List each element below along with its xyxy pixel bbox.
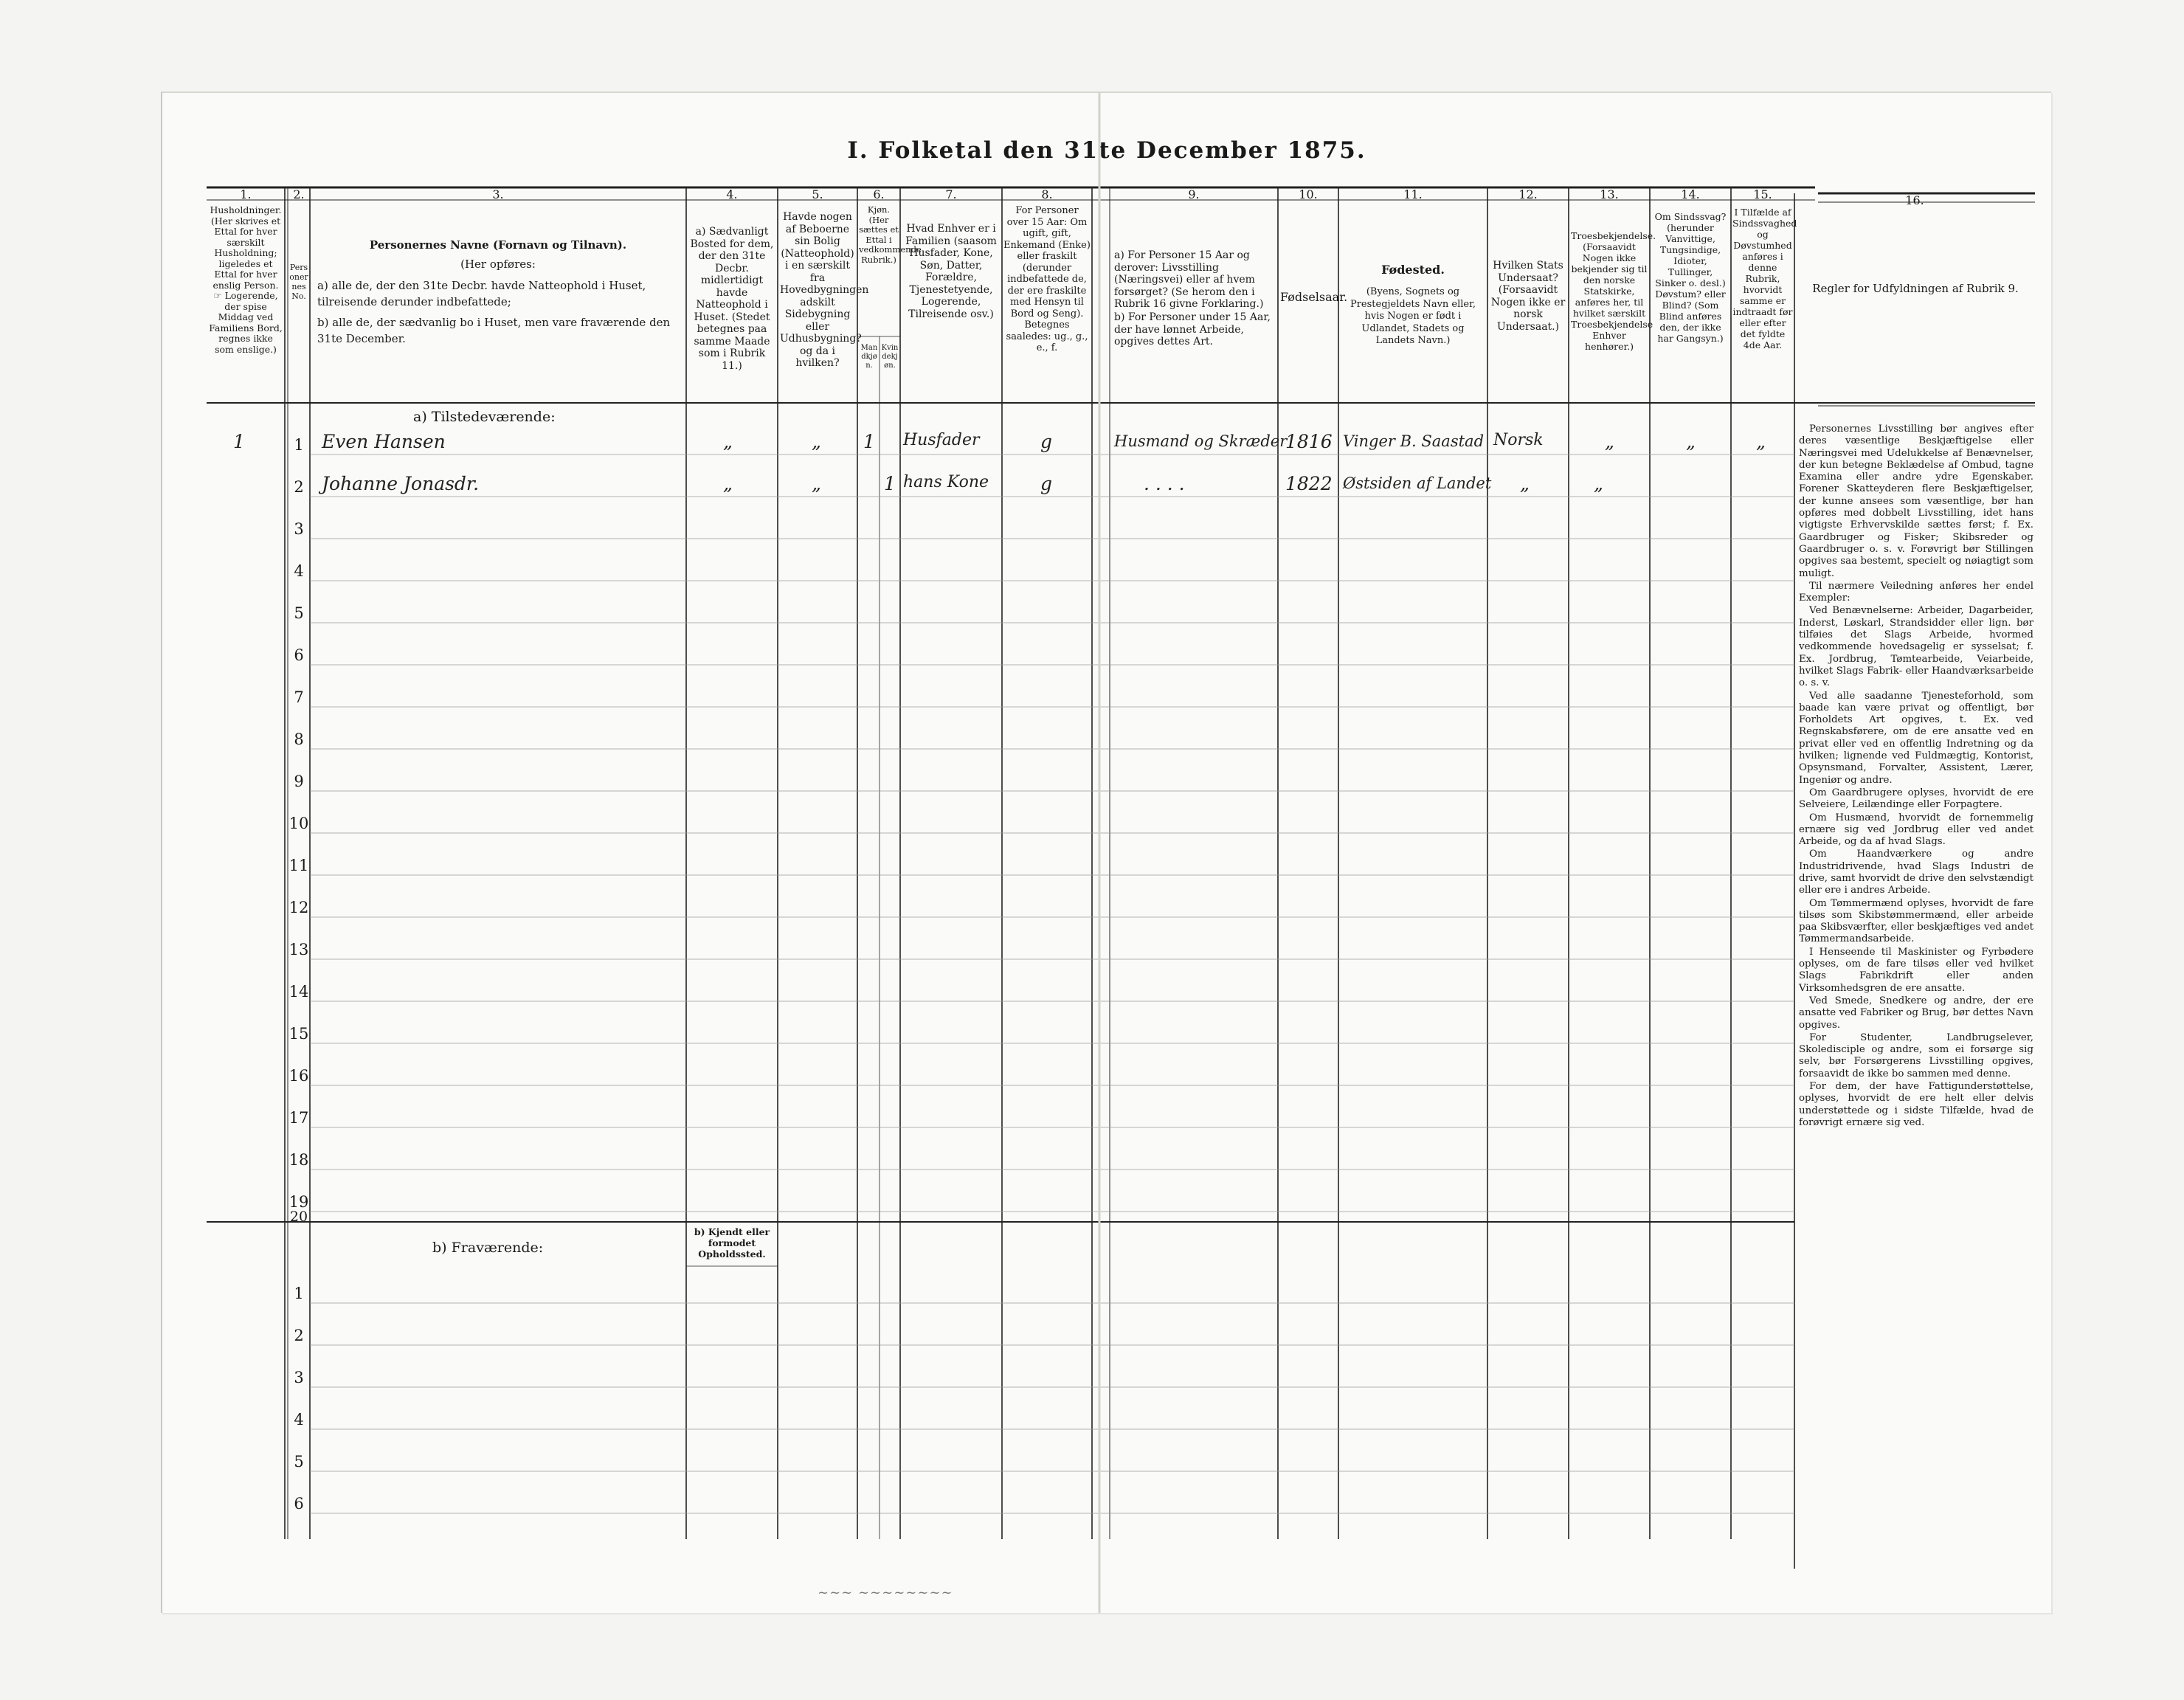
header-marital-status: For Personer over 15 Aar: Om ugift, gift, Enkemand (Enke) eller fraskilt (derunder indbefattede de, der ere fraskilte med Hensyn til Bord og Seng). Betegnes saaledes: ug., g., e., f. xyxy=(1003,205,1091,353)
entry-1-marital: g xyxy=(1040,431,1053,452)
rules-paragraph: For Studenter, Landbrugselever, Skoledisciple og andre, som ei forsørge sig selv, bør Forsørgerens Livsstilling opgives, forsaavidt de ikke bo sammen med denne. xyxy=(1799,1032,2033,1079)
entry-2-female: 1 xyxy=(884,473,896,494)
header-occupation-a: a) For Personer 15 Aar og derover: Livsstilling (Næringsvei) eller af hvem forsørget? (Se herom den i Rubrik 16 givne Forklaring.) xyxy=(1114,249,1264,310)
header-side-building: Havde nogen af Beboerne sin Bolig (Natteophold) i en særskilt fra Hovedbygningen adskilt Sidebygning eller Udhusbygning? og da i hvilken? xyxy=(780,211,869,369)
rules-paragraph: Ved alle saadanne Tjenesteforhold, som baade kan være privat og offentligt, bør Forholdets Art opgives, t. Ex. ved Regnskabsførere, om de ere ansatte ved en privat eller ved en offentlig Indretning og da hvilken; lignende ved Fuldmægtig, Kontorist, Opsynsmand, Forvalter, Assistent, Lærer, Ingeniør og andre. xyxy=(1799,690,2033,786)
header-names-b: b) alle de, der sædvanlig bo i Huset, men vare fraværende den 31te December. xyxy=(317,316,671,345)
col-num-7: 7. xyxy=(945,187,957,201)
entry-1-faith: „ xyxy=(1605,431,1614,452)
row-num-18: 18 xyxy=(288,1151,309,1169)
header-occupation-b: b) For Personer under 15 Aar, der have lønnet Arbeide, opgives dettes Art. xyxy=(1114,311,1271,348)
header-family-role: Hvad Enhver er i Familien (saasom Husfader, Kone, Søn, Datter, Forældre, Tjenestetyende, Logerende, Tilreisende osv.) xyxy=(905,223,997,320)
census-form-page xyxy=(161,91,2051,1613)
entry-2-marital: g xyxy=(1040,473,1053,494)
row-num-3: 3 xyxy=(294,520,304,538)
header-names-a: a) alle de, der den 31te Decbr. havde Natteophold i Huset, tilreisende derunder indbefattede; xyxy=(317,279,646,308)
entry-1-occupation: Husmand og Skræder xyxy=(1114,432,1288,450)
page-title: I. Folketal den 31te December 1875. xyxy=(847,137,1366,164)
entry-1-nationality: Norsk xyxy=(1493,431,1544,449)
col-num-11: 11. xyxy=(1403,187,1423,201)
entry-1-sidebuilding: „ xyxy=(812,431,821,452)
entry-2-birth-year: 1822 xyxy=(1285,473,1333,494)
col-num-5: 5. xyxy=(812,187,823,201)
entry-2-name: Johanne Jonasdr. xyxy=(322,473,480,494)
header-names-sub: (Her opføres: xyxy=(460,258,536,271)
absent-row-num-2: 2 xyxy=(294,1327,304,1344)
section-absent: b) Fraværende: xyxy=(432,1240,544,1256)
col-num-13: 13. xyxy=(1600,187,1619,201)
header-birthplace-sub: (Byens, Sognets og Prestegjeldets Navn eller, hvis Nogen er født i Udlandet, Stadets og Landets Navn.) xyxy=(1350,286,1476,346)
header-birthplace: Fødested. xyxy=(1381,263,1445,277)
header-sex-male: Mandkjøn. xyxy=(860,344,878,370)
entry-2-role: hans Kone xyxy=(903,473,989,491)
entry-2-birthplace: Østsiden af Landet xyxy=(1343,474,1492,492)
entry-1-name: Even Hansen xyxy=(322,431,446,452)
rules-paragraph: Ved Benævnelserne: Arbeider, Dagarbeider, Inderst, Løskarl, Strandsidder eller lign. bør tilføies det Slags Arbeide, hvormed vedkommende hovedsagelig er sysselsat; f. Ex. Jordbrug, Tømtearbeide, Veiarbeide, hvilket Slags Fabrik- eller Haandværksarbeide o. s. v. xyxy=(1799,605,2033,689)
header-names-title: Personernes Navne (Fornavn og Tilnavn). xyxy=(369,238,627,252)
row-num-20: 20 xyxy=(289,1209,308,1225)
rules-paragraph: Personernes Livsstilling bør angives efter deres væsentlige Beskjæftigelse eller Næringsvei med Udelukkelse af Benævnelser, der kun betegne Beklædelse af Ombud, tagne Examina eller andre ydre Egenskaber. Forener Skatteyderen flere Beskjæftigelser, der kunne ansees som væsentlige, bør han opføres med dobbelt Livsstilling, idet hans vigtigste Erhvervskilde sættes først; f. Ex. Gaardbruger og Fisker; Skibsreder og Gaardbruger o. s. v. Forøvrigt bør Stillingen opgives saa bestemt, specielt og nøiagtigt som muligt. xyxy=(1799,424,2033,579)
col-num-15: 15. xyxy=(1753,187,1772,201)
header-birth-year: Fødselsaar. xyxy=(1280,290,1348,304)
entry-2-faith: „ xyxy=(1594,473,1603,494)
row-num-2: 2 xyxy=(294,478,304,496)
row-num-4: 4 xyxy=(294,562,304,580)
absent-row-num-5: 5 xyxy=(294,1453,304,1471)
row-num-13: 13 xyxy=(288,941,309,958)
absent-row-num-1: 1 xyxy=(294,1285,304,1302)
absent-row-num-4: 4 xyxy=(294,1411,304,1428)
section-present: a) Tilstedeværende: xyxy=(413,409,556,425)
entry-1-birth-year: 1816 xyxy=(1285,431,1333,452)
entry-1-residence: „ xyxy=(723,431,733,452)
rules-paragraph: For dem, der have Fattigunderstøttelse, oplyses, hvorvidt de ere helt eller delvis understøttede og i sidste Tilfælde, hvad de forøvrigt ernære sig ved. xyxy=(1799,1081,2033,1128)
entry-1-disability: „ xyxy=(1686,431,1696,452)
row-num-10: 10 xyxy=(288,815,309,832)
absent-row-num-6: 6 xyxy=(294,1495,304,1513)
row-num-15: 15 xyxy=(288,1025,309,1043)
col-num-12: 12. xyxy=(1518,187,1538,201)
row-num-9: 9 xyxy=(294,773,304,790)
entry-2-sidebuilding: „ xyxy=(812,473,821,494)
col-num-9: 9. xyxy=(1188,187,1200,201)
header-usual-residence: a) Sædvanligt Bosted for dem, der den 31te Decbr. midlertidigt havde Natteophold i Huset. (Stedet betegnes paa samme Maade som i Rubrik 11.) xyxy=(690,226,774,372)
col-num-1: 1. xyxy=(240,187,252,201)
col-num-14: 14. xyxy=(1681,187,1700,201)
header-nationality: Hvilken Stats Undersaat? (Forsaavidt Nogen ikke er norsk Undersaat.) xyxy=(1490,260,1566,333)
header-person-no: Personernes No. xyxy=(289,263,308,301)
col-num-6: 6. xyxy=(873,187,885,201)
entry-2-nationality: „ xyxy=(1520,473,1530,494)
row-num-5: 5 xyxy=(294,604,304,622)
header-disability-onset: I Tilfælde af Sindssvaghed og Døvstumhed anføres i denne Rubrik, hvorvidt samme er indtraadt før eller efter det fyldte 4de Aar. xyxy=(1732,207,1797,350)
header-sex-female: Kvindekjøn. xyxy=(881,344,899,370)
header-disability: Om Sindssvag? (herunder Vanvittige, Tungsindige, Idioter, Tullinger, Sinker o. desl.) Døvstum? eller Blind? (Som Blind anføres den, der ikke har Gangsyn.) xyxy=(1654,211,1727,344)
row-num-11: 11 xyxy=(288,857,309,874)
entry-2-ditto: . . . . xyxy=(1144,473,1185,494)
rules-paragraph: Om Gaardbrugere oplyses, hvorvidt de ere Selveiere, Leilændinge eller Forpagtere. xyxy=(1799,787,2033,811)
rules-paragraph: I Henseende til Maskinister og Fyrbødere oplyses, om de fare tilsøs eller ved hvilket Slags Fabrikdrift eller anden Virksomhedsgren de ere ansatte. xyxy=(1799,946,2033,994)
row-num-7: 7 xyxy=(294,688,304,706)
row-num-16: 16 xyxy=(288,1067,309,1085)
rules-paragraph: Ved Smede, Snedkere og andre, der ere ansatte ved Fabriker og Brug, bør dettes Navn opgives. xyxy=(1799,995,2033,1031)
footer-mark: ~~~ ~~~~~~~~ xyxy=(818,1585,953,1600)
header-sex: Kjøn. (Her sættes et Ettal i vedkommende Rubrik.) xyxy=(859,204,922,265)
row-num-19: 19 xyxy=(288,1193,309,1211)
absent-location-label: b) Kjendt eller formodet Opholdssted. xyxy=(694,1226,770,1260)
col-num-4: 4. xyxy=(726,187,738,201)
row-num-17: 17 xyxy=(288,1109,309,1127)
rules-paragraph: Om Husmænd, hvorvidt de fornemmelig ernære sig ved Jordbrug eller ved andet Arbeide, og da af hvad Slags. xyxy=(1799,812,2033,848)
entry-1-birthplace: Vinger B. Saastad xyxy=(1343,432,1485,450)
col-num-3: 3. xyxy=(492,187,504,201)
col-num-8: 8. xyxy=(1041,187,1053,201)
col-num-10: 10. xyxy=(1299,187,1318,201)
absent-row-num-3: 3 xyxy=(294,1369,304,1386)
rules-paragraph: Om Haandværkere og andre Industridrivende, hvad Slags Industri de drive, samt hvorvidt de drive den selvstændigt eller ere i andres Arbeide. xyxy=(1799,849,2033,896)
header-religion: Troesbekjendelse. (Forsaavidt Nogen ikke bekjender sig til den norske Statskirke, anføres her, til hvilket særskilt Troesbekjendelse Enhver henhører.) xyxy=(1571,230,1656,352)
col-num-16: 16. xyxy=(1905,193,1924,207)
row-num-14: 14 xyxy=(288,983,309,1001)
rules-paragraph: Om Tømmermænd oplyses, hvorvidt de fare tilsøs som Skibstømmermænd, eller arbeide paa Skibsværfter, eller beskjæftiges ved andet Tømmermandsarbeide. xyxy=(1799,897,2033,945)
col-num-2: 2. xyxy=(293,187,305,201)
header-households: Husholdninger. (Her skrives et Ettal for hver særskilt Husholdning; ligeledes et Ettal for hver enslig Person. ☞ Logerende, der spise Middag ved Familiens Bord, regnes ikke som enslige.) xyxy=(209,204,283,355)
entry-1-onset: „ xyxy=(1756,431,1766,452)
entry-1-role: Husfader xyxy=(903,431,980,449)
entry-2-residence: „ xyxy=(723,473,733,494)
row-num-12: 12 xyxy=(288,899,309,916)
row-num-1: 1 xyxy=(294,436,304,454)
header-rules: Regler for Udfyldningen af Rubrik 9. xyxy=(1812,282,2019,295)
row-num-8: 8 xyxy=(294,730,304,748)
entry-1-household: 1 xyxy=(233,431,245,452)
row-num-6: 6 xyxy=(294,646,304,664)
entry-1-male: 1 xyxy=(863,431,875,452)
rules-paragraph: Til nærmere Veiledning anføres her endel Exempler: xyxy=(1799,580,2033,604)
rules-text xyxy=(1799,424,2033,1130)
